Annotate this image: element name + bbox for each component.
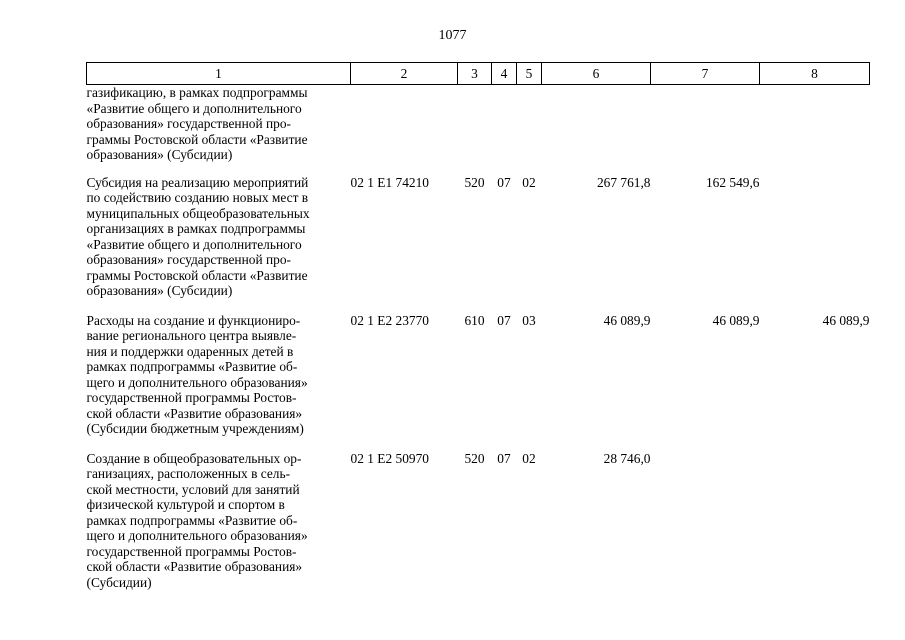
description-line: «Развитие общего и дополнительного [86, 100, 302, 116]
column-header: 1 [87, 63, 351, 85]
description-line: щего и дополнительного образования» [86, 374, 308, 390]
expense-type [458, 85, 492, 175]
header-row [87, 63, 870, 85]
amount-col6 [542, 85, 651, 175]
budget-code: 02 1 E2 50970 [350, 450, 429, 466]
description-line: щего и дополнительного образования» [86, 528, 308, 543]
table-row [87, 85, 870, 175]
description-line: ганизациях, расположенных в сель- [86, 466, 291, 481]
description-line: (Субсидии бюджетным учреждениям) [86, 421, 304, 436]
row-description [87, 451, 351, 605]
amount-col7 [651, 85, 760, 175]
amount-col6: 267 761,8 [596, 174, 651, 190]
column-header: 2 [351, 63, 458, 85]
description-line: ской области «Развитие образования» [86, 559, 303, 574]
description-line: вание регионального центра выявле- [86, 328, 297, 343]
description-line: образования» государственной про- [86, 116, 291, 131]
description-line: ской области «Развитие образования» [86, 405, 303, 421]
column-header: 4 [492, 63, 517, 85]
column-header: 6 [542, 63, 651, 85]
amount-col7: 46 089,9 [712, 312, 760, 328]
description-line: ской местности, условий для занятий [86, 481, 300, 497]
description-line: организациях в рамках подпрограммы [86, 221, 306, 236]
description-line: физической культурой и спортом в [86, 497, 285, 512]
amount-col8 [760, 175, 870, 313]
budget-table [86, 62, 870, 604]
description-line: по содействию созданию новых мест в [86, 190, 309, 205]
subsection-code: 02 [522, 174, 536, 190]
row-description [87, 313, 351, 451]
table-row [87, 313, 870, 451]
description-line: газификацию, в рамках подпрограммы [86, 85, 308, 100]
table-row [87, 175, 870, 313]
description-line: государственной программы Ростов- [86, 543, 297, 559]
amount-col7 [651, 451, 760, 605]
row-description [87, 175, 351, 313]
amount-col8 [760, 451, 870, 605]
budget-code [351, 85, 458, 175]
description-line: рамках подпрограммы «Развитие об- [86, 512, 298, 528]
table-row [87, 451, 870, 605]
page-number: 1077 [438, 28, 467, 43]
amount-col6: 28 746,0 [603, 450, 651, 466]
column-header: 3 [458, 63, 492, 85]
amount-col7: 162 549,6 [705, 174, 760, 190]
amount-col8: 46 089,9 [822, 312, 870, 328]
column-header: 7 [651, 63, 760, 85]
budget-code: 02 1 E2 23770 [350, 312, 429, 328]
subsection-code: 02 [522, 450, 536, 466]
description-line: образования» (Субсидии) [86, 283, 233, 298]
section-code [492, 85, 517, 175]
row-description [87, 85, 351, 175]
description-line: «Развитие общего и дополнительного [86, 236, 302, 252]
description-line: образования» государственной про- [86, 252, 291, 267]
section-code: 07 [497, 450, 511, 466]
description-line: Субсидия на реализацию мероприятий [86, 174, 309, 190]
description-line: Создание в общеобразовательных ор- [86, 450, 302, 466]
description-line: образования» (Субсидии) [86, 147, 233, 162]
subsection-code [517, 85, 542, 175]
amount-col8 [760, 85, 870, 175]
budget-code: 02 1 E1 74210 [350, 174, 429, 190]
description-line: граммы Ростовской области «Развитие [86, 267, 308, 283]
description-line: граммы Ростовской области «Развитие [86, 131, 308, 147]
description-line: муниципальных общеобразовательных [86, 205, 310, 221]
description-line: Расходы на создание и функциониро- [86, 312, 301, 328]
subsection-code: 03 [522, 312, 536, 328]
column-header: 8 [760, 63, 870, 85]
expense-type: 520 [464, 450, 485, 466]
column-header: 5 [517, 63, 542, 85]
section-code: 07 [497, 312, 511, 328]
expense-type: 610 [464, 312, 485, 328]
description-line: рамках подпрограммы «Развитие об- [86, 359, 298, 374]
section-code: 07 [497, 174, 511, 190]
amount-col6: 46 089,9 [603, 312, 651, 328]
description-line: ния и поддержки одаренных детей в [86, 343, 294, 359]
expense-type: 520 [464, 174, 485, 190]
description-line: государственной программы Ростов- [86, 390, 297, 405]
description-line: (Субсидии) [86, 574, 152, 590]
